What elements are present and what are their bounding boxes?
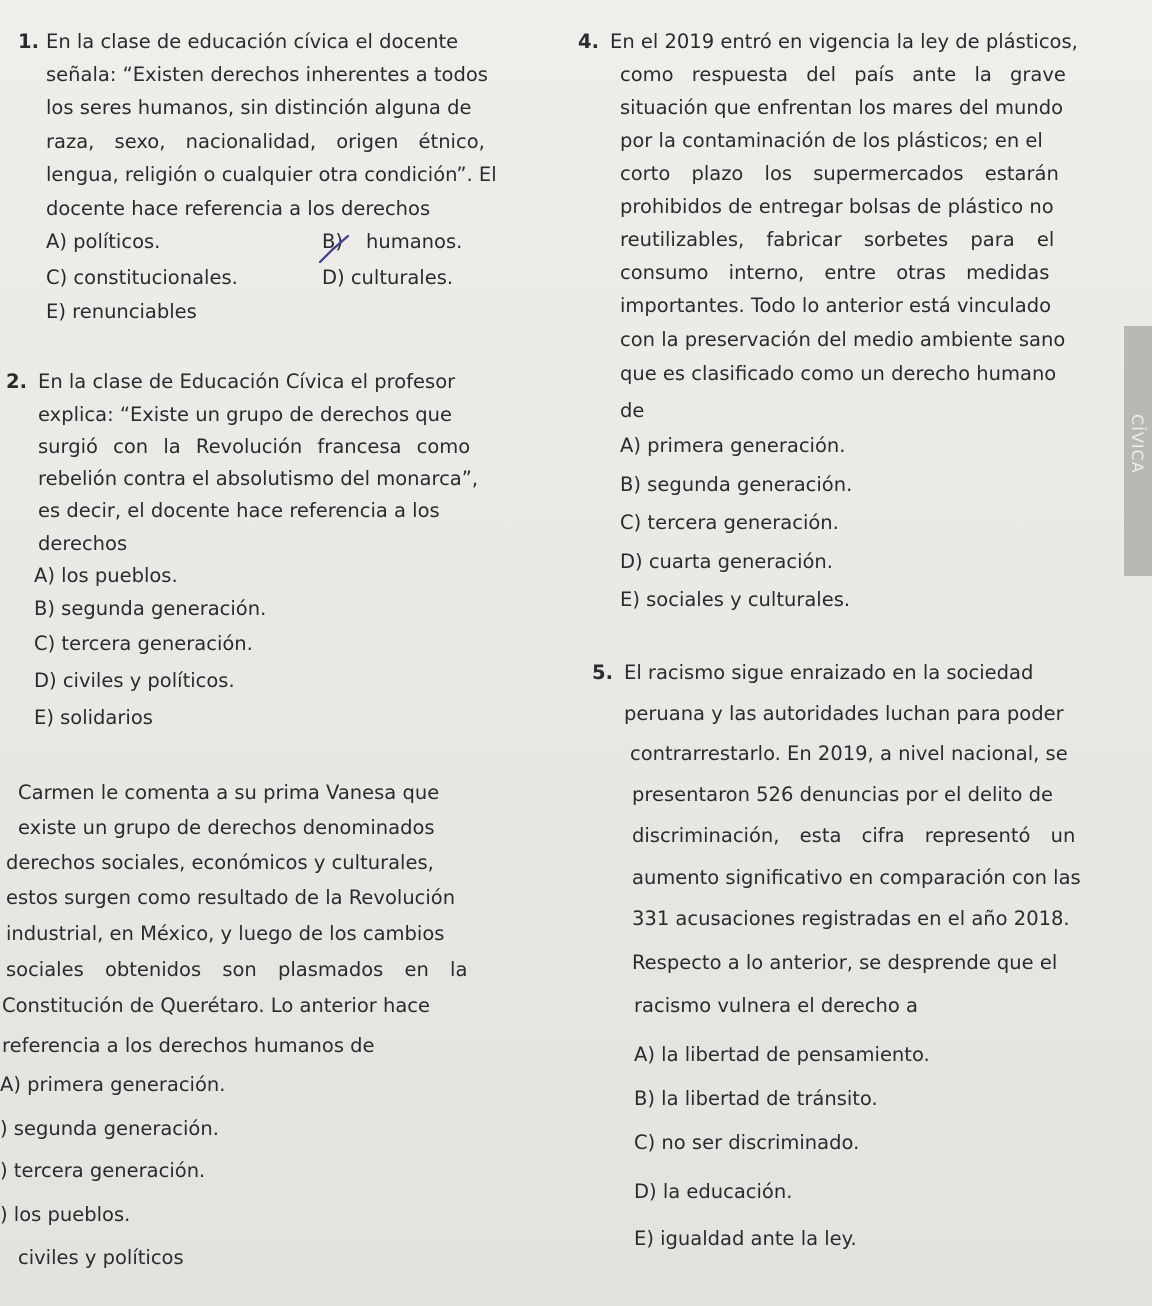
q1-option-a[interactable]: A) políticos. (46, 230, 161, 253)
q2-option-c[interactable]: C) tercera generación. (34, 632, 253, 655)
q4-line-8: consumo interno, entre otras medidas (620, 261, 1050, 284)
q2-line-4: rebelión contra el absolutismo del monarca”, (38, 467, 479, 490)
q5-line-1: El racismo sigue enraizado en la sociedad (624, 661, 1034, 684)
q3-option-d[interactable]: ) los pueblos. (0, 1203, 131, 1226)
q3-line-6: sociales obtenidos son plasmados en la (6, 958, 468, 981)
q3-line-5: industrial, en México, y luego de los cambios (6, 922, 445, 945)
q2-line-6: derechos (38, 532, 128, 555)
q3-line-1: Carmen le comenta a su prima Vanesa que (18, 781, 440, 804)
q1-line-3: los seres humanos, sin distinción alguna de (46, 96, 472, 119)
q5-option-d[interactable]: D) la educación. (634, 1180, 793, 1203)
q2-option-b[interactable]: B) segunda generación. (34, 597, 267, 620)
q5-option-a[interactable]: A) la libertad de pensamiento. (634, 1043, 930, 1066)
q3-line-2: existe un grupo de derechos denominados (18, 816, 435, 839)
q4-option-c[interactable]: C) tercera generación. (620, 511, 839, 534)
q2-number: 2. (6, 370, 27, 393)
q2-line-5: es decir, el docente hace referencia a los (38, 499, 440, 522)
q5-option-e[interactable]: E) igualdad ante la ley. (634, 1227, 857, 1250)
q5-option-c[interactable]: C) no ser discriminado. (634, 1131, 860, 1154)
subject-side-tab (1124, 326, 1152, 576)
q4-line-12: de (620, 399, 645, 422)
q2-line-3: surgió con la Revolución francesa como (38, 435, 471, 458)
q4-line-7: reutilizables, fabricar sorbetes para el (620, 228, 1055, 251)
q3-line-8: referencia a los derechos humanos de (2, 1034, 375, 1057)
q4-line-11: que es clasificado como un derecho humano (620, 362, 1057, 385)
q4-line-5: corto plazo los supermercados estarán (620, 162, 1059, 185)
q1-line-2: señala: “Existen derechos inherentes a todos (46, 63, 488, 86)
q5-line-8: Respecto a lo anterior, se desprende que el (632, 951, 1058, 974)
q3-option-a[interactable]: A) primera generación. (0, 1073, 226, 1096)
checkmark-icon (318, 232, 354, 266)
q1-line-5: lengua, religión o cualquier otra condición”. El (46, 163, 497, 186)
q1-line-1: En la clase de educación cívica el docente (46, 30, 459, 53)
q1-number: 1. (18, 30, 39, 53)
q5-line-4: presentaron 526 denuncias por el delito de (632, 783, 1053, 806)
q3-line-3: derechos sociales, económicos y culturales, (6, 851, 434, 874)
q4-line-6: prohibidos de entregar bolsas de plástico no (620, 195, 1054, 218)
q5-line-3: contrarrestarlo. En 2019, a nivel nacional, se (630, 742, 1068, 765)
q5-line-9: racismo vulnera el derecho a (634, 994, 918, 1017)
q1-option-b[interactable]: humanos. (366, 230, 463, 253)
q1-option-e[interactable]: E) renunciables (46, 300, 197, 323)
q3-option-c[interactable]: ) tercera generación. (0, 1159, 206, 1182)
q4-line-10: con la preservación del medio ambiente sano (620, 328, 1066, 351)
q3-line-7: Constitución de Querétaro. Lo anterior hace (2, 994, 431, 1017)
q5-line-7: 331 acusaciones registradas en el año 2018. (632, 907, 1070, 930)
q1-option-c[interactable]: C) constitucionales. (46, 266, 238, 289)
q2-option-e[interactable]: E) solidarios (34, 706, 153, 729)
q4-number: 4. (578, 30, 599, 53)
q1-line-6: docente hace referencia a los derechos (46, 197, 431, 220)
q4-line-2: como respuesta del país ante la grave (620, 63, 1066, 86)
q3-line-4: estos surgen como resultado de la Revolución (6, 886, 456, 909)
q4-line-1: En el 2019 entró en vigencia la ley de plásticos, (610, 30, 1078, 53)
q5-line-6: aumento significativo en comparación con las (632, 866, 1081, 889)
q4-option-e[interactable]: E) sociales y culturales. (620, 588, 851, 611)
q5-line-5: discriminación, esta cifra representó un (632, 824, 1076, 847)
q4-option-b[interactable]: B) segunda generación. (620, 473, 853, 496)
q2-option-d[interactable]: D) civiles y políticos. (34, 669, 235, 692)
q5-line-2: peruana y las autoridades luchan para poder (624, 702, 1064, 725)
q1-option-b-letter[interactable]: B) (322, 230, 343, 253)
q4-line-3: situación que enfrentan los mares del mundo (620, 96, 1064, 119)
q4-line-4: por la contaminación de los plásticos; en el (620, 129, 1043, 152)
q1-option-d[interactable]: D) culturales. (322, 266, 454, 289)
q5-number: 5. (592, 661, 613, 684)
q4-option-a[interactable]: A) primera generación. (620, 434, 846, 457)
q3-option-e[interactable]: civiles y políticos (18, 1246, 184, 1269)
q2-option-a[interactable]: A) los pueblos. (34, 564, 178, 587)
q4-line-9: importantes. Todo lo anterior está vinculado (620, 294, 1052, 317)
q5-option-b[interactable]: B) la libertad de tránsito. (634, 1087, 878, 1110)
q3-option-b[interactable]: ) segunda generación. (0, 1117, 219, 1140)
q2-line-1: En la clase de Educación Cívica el profesor (38, 370, 456, 393)
q2-line-2: explica: “Existe un grupo de derechos que (38, 403, 453, 426)
q4-option-d[interactable]: D) cuarta generación. (620, 550, 833, 573)
side-tab-label: CÍVICA (1128, 414, 1147, 474)
q1-line-4: raza, sexo, nacionalidad, origen étnico, (46, 130, 485, 153)
